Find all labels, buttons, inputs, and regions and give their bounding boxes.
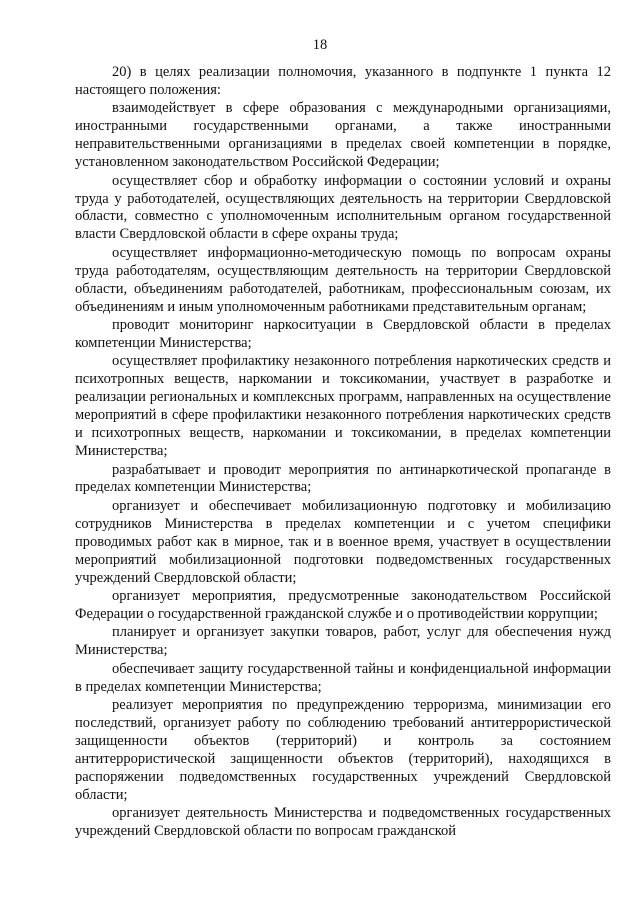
paragraph-item-20: 20) в целях реализации полномочия, указанного в подпункте 1 пункта 12 настоящего положения: xyxy=(75,64,611,98)
document-body xyxy=(75,64,611,842)
paragraph-labor-methodical-help: осуществляет информационно-методическую помощь по вопросам охраны труда работодателям, осуществляющим деятельность на территории Свердловской области, объединениям работодателей, работникам, профессиональным союзам, их объединениям и иным уполномоченным работниками представительным органам; xyxy=(75,244,611,315)
paragraph-international-cooperation: взаимодействует в сфере образования с международными организациями, иностранными государственными органами, а также иностранными неправительственными организациями в пределах своей компетенции в порядке, установленном законодательством Российской Федерации; xyxy=(75,100,611,171)
paragraph-procurement: планирует и организует закупки товаров, работ, услуг для обеспечения нужд Министерства; xyxy=(75,624,611,659)
paragraph-civil-defense: организует деятельность Министерства и подведомственных государственных учреждений Свердловской области по вопросам гражданской xyxy=(75,805,611,840)
paragraph-labor-info-collection: осуществляет сбор и обработку информации о состоянии условий и охраны труда у работодателей, осуществляющих деятельность на территории Свердловской области, совместно с уполномоченным исполнительным органом государственной власти Свердловской области в сфере охраны труда; xyxy=(75,172,611,243)
paragraph-anti-terrorism: реализует мероприятия по предупреждению терроризма, минимизации его последствий, организует работу по соблюдению требований антитеррористической защищенности объектов (территорий) и контроль за состоянием антитеррористической защищенности объектов (территорий), находящихся в распоряжении подведомственных государственных учреждений Свердловской области; xyxy=(75,697,611,803)
paragraph-mobilization: организует и обеспечивает мобилизационную подготовку и мобилизацию сотрудников Министерства в пределах компетенции и с учетом специфики проводимых работ как в мирное, так и в военное время, участвует в осуществлении мероприятий мобилизационной подготовки подведомственных государственных учреждений Свердловской области; xyxy=(75,497,611,586)
paragraph-drug-prevention: осуществляет профилактику незаконного потребления наркотических средств и психотропных веществ, наркомании и токсикомании, участвует в разработке и реализации региональных и комплексных программ, направленных на осуществление мероприятий в сфере профилактики незаконного потребления наркотических средств и психотропных веществ, наркомании и токсикомании, в пределах компетенции Министерства; xyxy=(75,353,611,459)
paragraph-state-secret-protection: обеспечивает защиту государственной тайны и конфиденциальной информации в пределах компетенции Министерства; xyxy=(75,660,611,695)
page-number: 18 xyxy=(312,37,328,53)
paragraph-drug-monitoring: проводит мониторинг наркоситуации в Свердловской области в пределах компетенции Министерства; xyxy=(75,317,611,351)
paragraph-anti-drug-propaganda: разрабатывает и проводит мероприятия по антинаркотической пропаганде в пределах компетенции Министерства; xyxy=(75,461,611,496)
paragraph-civil-service-anticorruption: организует мероприятия, предусмотренные законодательством Российской Федерации о государственной гражданской службе и о противодействии коррупции; xyxy=(75,588,611,622)
